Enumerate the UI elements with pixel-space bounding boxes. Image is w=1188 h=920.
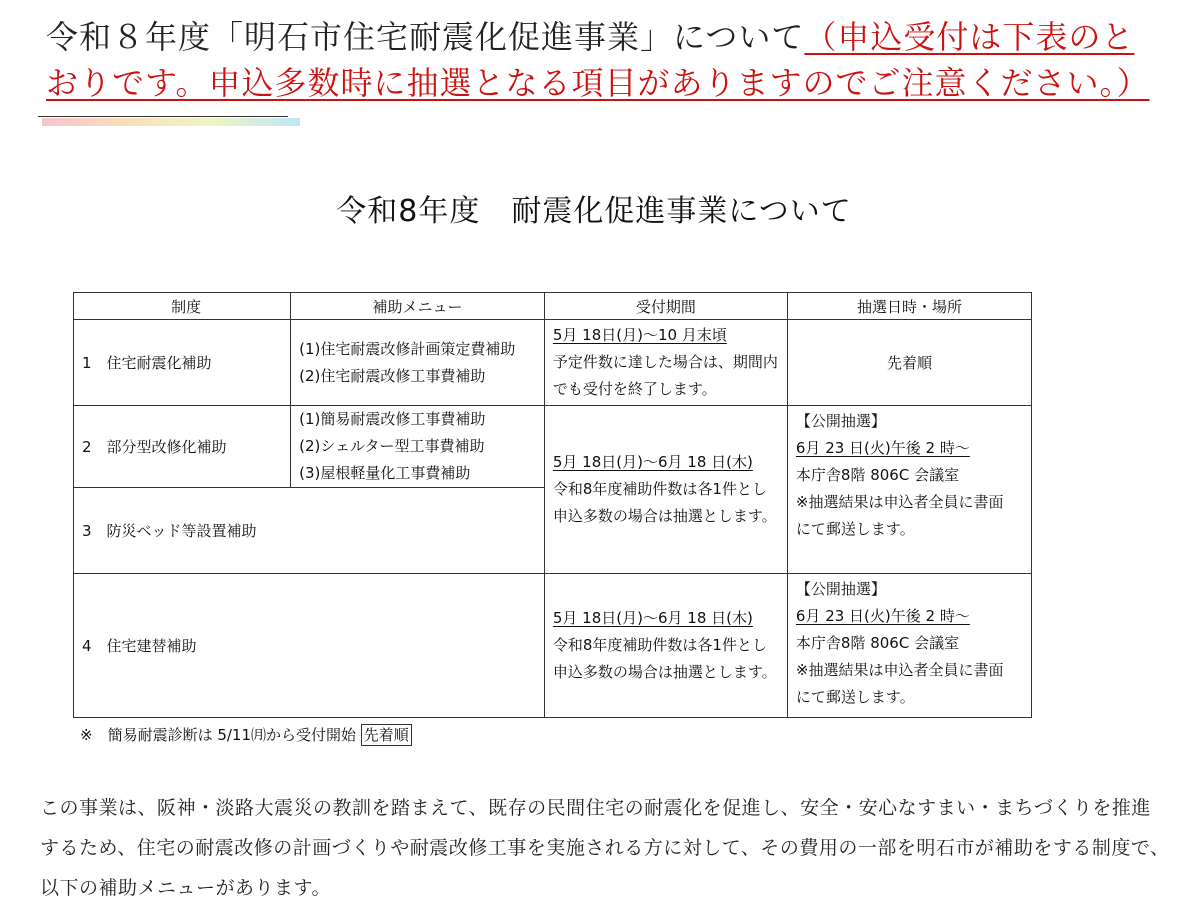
lottery-label: 【公開抽選】 [795,580,886,598]
group-lottery [787,406,1031,574]
menu-item: (3)屋根軽量化工事費補助 [299,464,471,482]
row4-system: 4 住宅建替補助 [74,574,545,718]
lottery-label: 【公開抽選】 [795,412,886,430]
period-note: 予定件数に達した場合は、期間内 [552,353,778,371]
heading-divider [42,118,300,126]
row2-system: 2 部分型改修化補助 [74,406,291,488]
footnote-badge: 先着順 [361,724,412,746]
footnote-text: ※ 簡易耐震診断は 5/11㈪から受付開始 [80,726,361,744]
group-period [544,406,787,574]
header-system: 制度 [74,293,291,320]
lottery-place: 本庁舎8階 806C 会議室 [795,466,960,484]
heading-notice-link[interactable]: （申込受付は下表のとおりです。申込多数時に抽選となる項目がありますのでご注意ください。） [46,18,1150,102]
row1-period [544,320,787,406]
period-note: 令和8年度補助件数は各1件とし [552,480,767,498]
lottery-note: ※抽選結果は申込者全員に書面 [795,661,1004,679]
period-note: 申込多数の場合は抽選とします。 [552,507,777,525]
menu-item: (2)住宅耐震改修工事費補助 [299,366,486,385]
row2-menu [291,406,545,488]
menu-item: (1)簡易耐震改修工事費補助 [299,410,486,428]
schedule-table [73,292,1032,718]
period-note: 令和8年度補助件数は各1件とし [552,636,767,654]
header-period: 受付期間 [544,293,787,320]
period-note: 申込多数の場合は抽選とします。 [552,663,777,681]
intro-paragraph: この事業は、阪神・淡路大震災の教訓を踏まえて、既存の民間住宅の耐震化を促進し、安全・安心なすまい・まちづくりを推進するため、住宅の耐震改修の計画づくりや耐震改修工事を実施される方に対して、その費用の一部を明石市が補助をする制度で、以下の補助メニューがあります。 [40,797,1170,899]
table-row [74,406,1032,488]
period-dates: 5月 18日(月)～10 月末頃 [552,326,727,344]
period-dates: 5月 18日(月)～6月 18 日(木) [552,609,753,627]
menu-item: (1)住宅耐震改修計画策定費補助 [299,339,516,358]
row1-menu [291,320,545,406]
table-row [74,574,1032,718]
table-row [74,320,1032,406]
lottery-note: ※抽選結果は申込者全員に書面 [795,493,1004,511]
row4-period [544,574,787,718]
lottery-date: 6月 23 日(火)午後 2 時～ [795,439,970,457]
lottery-date: 6月 23 日(火)午後 2 時～ [795,607,970,625]
table-header-row [74,293,1032,320]
row3-system: 3 防災ベッド等設置補助 [74,488,545,574]
page-heading [46,14,1166,106]
period-note: でも受付を終了します。 [552,380,717,398]
lottery-place: 本庁舎8階 806C 会議室 [795,634,960,652]
row1-lottery: 先着順 [787,320,1031,406]
table-footnote [80,724,412,745]
header-menu: 補助メニュー [291,293,545,320]
lottery-note: にて郵送します。 [795,688,915,706]
heading-main: 令和８年度「明石市住宅耐震化促進事業」について [46,18,805,56]
row1-system: 1 住宅耐震化補助 [74,320,291,406]
period-dates: 5月 18日(月)～6月 18 日(木) [552,453,753,471]
header-lottery: 抽選日時・場所 [787,293,1031,320]
lottery-note: にて郵送します。 [795,520,915,538]
row4-lottery [787,574,1031,718]
document-title: 令和8年度 耐震化促進事業について [336,194,852,229]
menu-item: (2)シェルター型工事費補助 [299,437,485,455]
